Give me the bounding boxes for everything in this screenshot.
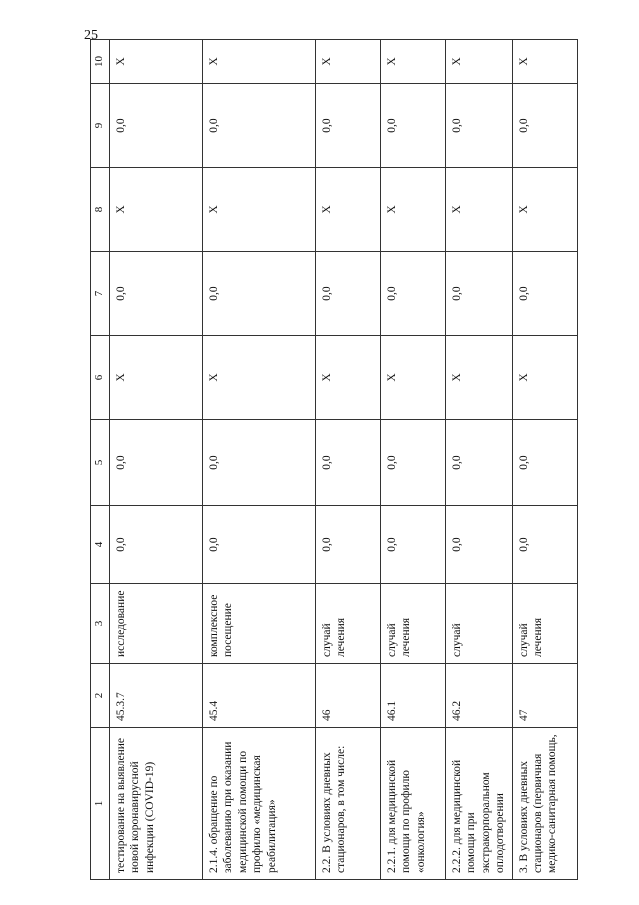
- cell-value: 0,0: [446, 84, 513, 168]
- row-name: тестирование на выявление новой коронавирусной инфекции (COVID-19): [110, 728, 203, 880]
- row-name: 2.2. В условиях дневных стационаров, в том числе:: [316, 728, 381, 880]
- cell-value: 0,0: [203, 506, 316, 584]
- cell-value: 0,0: [203, 84, 316, 168]
- table-row: [110, 40, 203, 880]
- cell-value: Х: [512, 40, 577, 84]
- cell-value: 0,0: [512, 84, 577, 168]
- cell-value: 0,0: [316, 420, 381, 506]
- row-code: 46.2: [446, 664, 513, 728]
- column-header: 1: [91, 728, 110, 880]
- row-unit: случай лечения: [316, 584, 381, 664]
- column-header: 9: [91, 84, 110, 168]
- cell-value: Х: [110, 40, 203, 84]
- cell-value: 0,0: [110, 84, 203, 168]
- table-header-row: [91, 40, 110, 880]
- cell-value: 0,0: [110, 252, 203, 336]
- cell-value: 0,0: [381, 506, 446, 584]
- column-header: 10: [91, 40, 110, 84]
- column-header: 3: [91, 584, 110, 664]
- cell-value: Х: [203, 336, 316, 420]
- row-unit: случай лечения: [512, 584, 577, 664]
- row-code: 45.3.7: [110, 664, 203, 728]
- page-number: 25: [84, 28, 98, 43]
- row-code: 46: [316, 664, 381, 728]
- row-name: 2.2.1. для медицинской помощи по профилю «онкология»: [381, 728, 446, 880]
- cell-value: Х: [203, 168, 316, 252]
- cell-value: 0,0: [512, 252, 577, 336]
- cell-value: 0,0: [203, 252, 316, 336]
- row-name: 2.2.2. для медицинской помощи при экстракорпоральном оплодотворении: [446, 728, 513, 880]
- cell-value: Х: [446, 168, 513, 252]
- cell-value: 0,0: [203, 420, 316, 506]
- data-table: [90, 39, 578, 880]
- row-name: 2.1.4. обращение по заболеванию при оказании медицинской помощи по профилю «медицинская реабилитация»: [203, 728, 316, 880]
- row-unit: случай: [446, 584, 513, 664]
- cell-value: Х: [110, 168, 203, 252]
- cell-value: 0,0: [446, 252, 513, 336]
- table-container: [90, 56, 570, 880]
- row-unit: комплексное посещение: [203, 584, 316, 664]
- table-row: [381, 40, 446, 880]
- cell-value: Х: [381, 168, 446, 252]
- row-name: 3. В условиях дневных стационаров (первичная медико-санитарная помощь,: [512, 728, 577, 880]
- column-header: 2: [91, 664, 110, 728]
- column-header: 5: [91, 420, 110, 506]
- cell-value: Х: [316, 40, 381, 84]
- table-row: [446, 40, 513, 880]
- column-header: 8: [91, 168, 110, 252]
- table-row: [203, 40, 316, 880]
- cell-value: 0,0: [446, 506, 513, 584]
- cell-value: 0,0: [316, 252, 381, 336]
- cell-value: 0,0: [316, 84, 381, 168]
- row-code: 45.4: [203, 664, 316, 728]
- column-header: 6: [91, 336, 110, 420]
- cell-value: 0,0: [381, 84, 446, 168]
- cell-value: Х: [203, 40, 316, 84]
- cell-value: 0,0: [110, 506, 203, 584]
- cell-value: Х: [446, 40, 513, 84]
- cell-value: 0,0: [110, 420, 203, 506]
- cell-value: Х: [381, 40, 446, 84]
- cell-value: 0,0: [381, 252, 446, 336]
- cell-value: Х: [381, 336, 446, 420]
- cell-value: 0,0: [512, 506, 577, 584]
- cell-value: Х: [512, 336, 577, 420]
- cell-value: 0,0: [512, 420, 577, 506]
- cell-value: Х: [110, 336, 203, 420]
- cell-value: Х: [316, 168, 381, 252]
- row-unit: случай лечения: [381, 584, 446, 664]
- cell-value: Х: [512, 168, 577, 252]
- cell-value: Х: [446, 336, 513, 420]
- column-header: 7: [91, 252, 110, 336]
- cell-value: 0,0: [381, 420, 446, 506]
- cell-value: Х: [316, 336, 381, 420]
- cell-value: 0,0: [446, 420, 513, 506]
- column-header: 4: [91, 506, 110, 584]
- row-code: 47: [512, 664, 577, 728]
- cell-value: 0,0: [316, 506, 381, 584]
- row-code: 46.1: [381, 664, 446, 728]
- table-row: [512, 40, 577, 880]
- row-unit: исследование: [110, 584, 203, 664]
- table-row: [316, 40, 381, 880]
